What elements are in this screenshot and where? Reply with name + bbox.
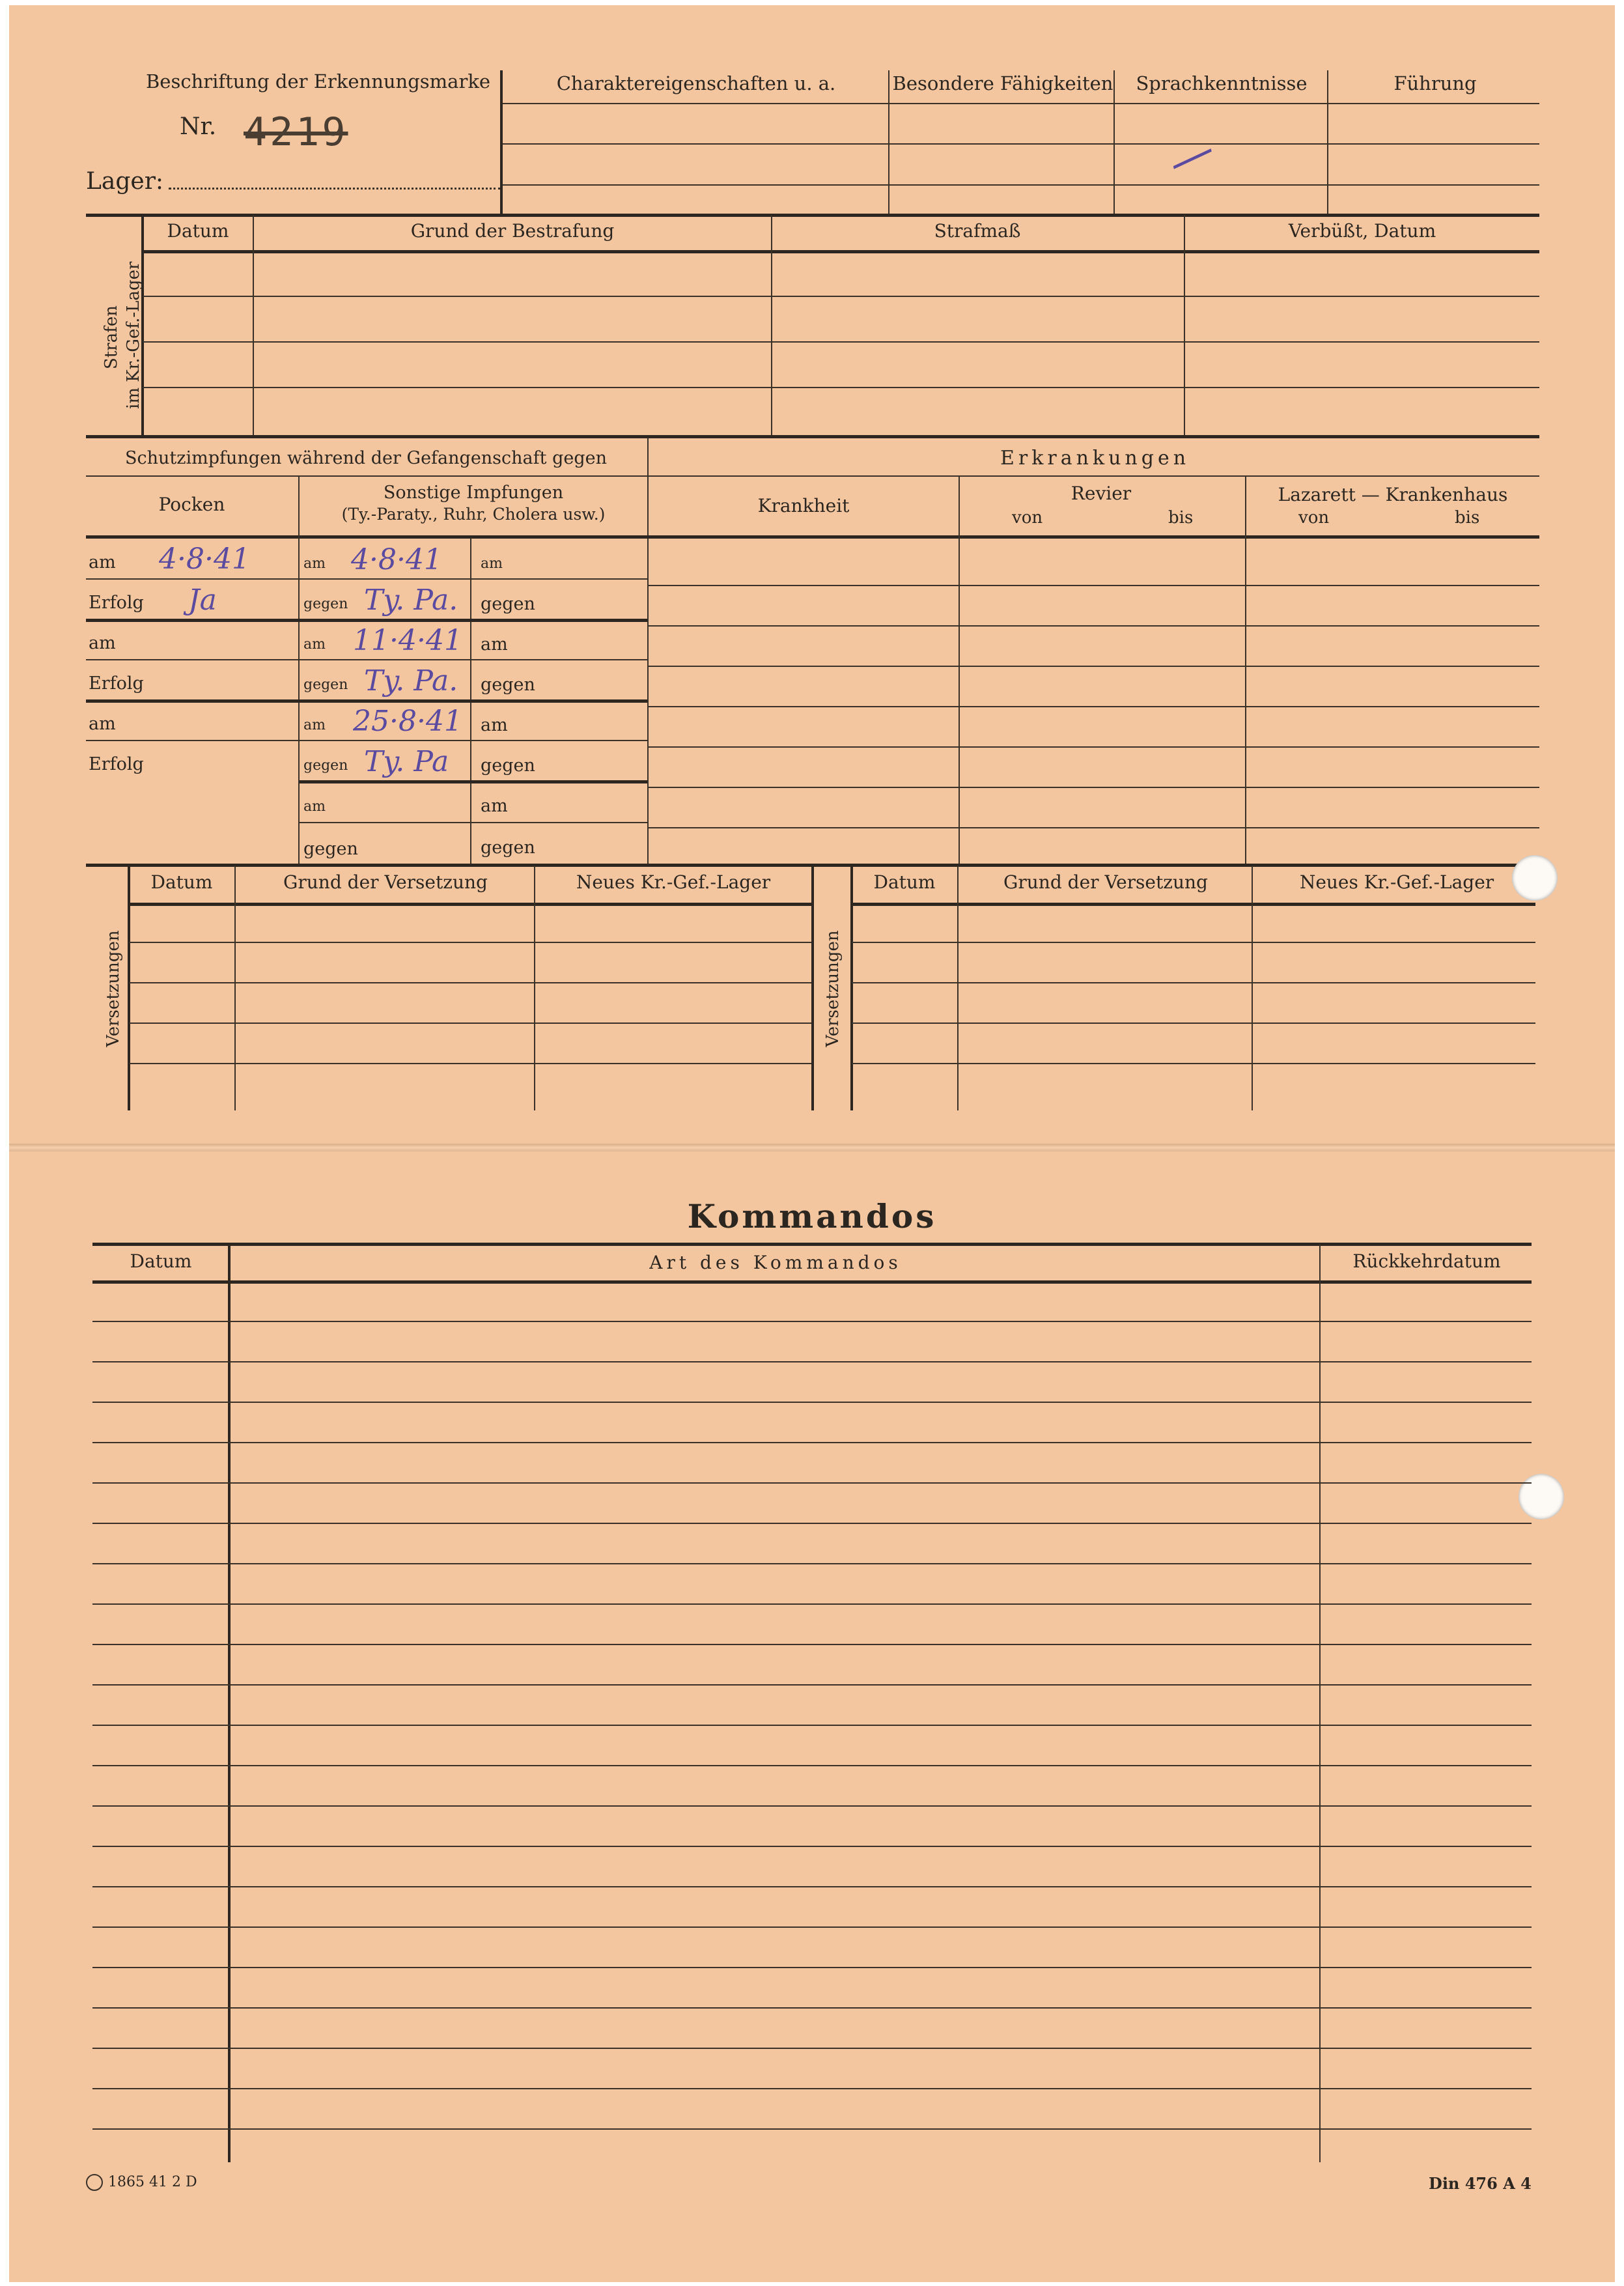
paper-fold [9, 1144, 1615, 1151]
sonstige-r-am-3: am [481, 715, 508, 735]
impf-row-line [86, 659, 647, 660]
erk-row-line [649, 827, 1539, 828]
kommandos-row-line [92, 1603, 1532, 1605]
strafen-col-line [1184, 215, 1185, 436]
kommandos-top-rule [92, 1243, 1532, 1246]
vers-right-header-line [852, 903, 1535, 906]
kommandos-header-line [92, 1280, 1532, 1284]
punch-hole-bottom [1519, 1474, 1564, 1519]
impf-row-line [86, 578, 647, 580]
col-sonstige-1: Sonstige Impfungen [383, 483, 564, 503]
erk-row-line [649, 787, 1539, 788]
punch-hole-top [1512, 855, 1558, 901]
strafen-side-label-2: im Kr.-Gef.-Lager [124, 261, 143, 409]
erk-row-line [649, 706, 1539, 707]
sonstige-am-3: am [303, 717, 326, 733]
revier-bis: bis [1168, 508, 1194, 528]
header-row-line [503, 143, 1539, 145]
vers-left-row [129, 1023, 811, 1024]
col-krankheit: Krankheit [757, 495, 850, 516]
impf-title-line [86, 475, 1539, 477]
kommandos-row-line [92, 1684, 1532, 1686]
vers-middle-divider [811, 866, 814, 1110]
impf-col-line [298, 477, 300, 865]
header-row-line [503, 103, 1539, 104]
pocken-erfolg-3: Erfolg [89, 754, 144, 774]
impf-erk-divider [647, 438, 649, 865]
nr-value: 4219 [244, 109, 348, 155]
impf-title: Schutzimpfungen während der Gefangenschaft gegen [125, 448, 607, 468]
vers-left-col-datum: Datum [150, 871, 213, 893]
lager-label: Lager: [86, 168, 164, 195]
versetzungen-side-label-right: Versetzungen [823, 930, 843, 1047]
kommandos-col-line [228, 1244, 231, 2162]
impf-row-line [300, 780, 647, 783]
strafen-col-datum: Datum [167, 220, 229, 242]
vers-left-col-lager: Neues Kr.-Gef.-Lager [576, 871, 771, 893]
sonstige-r-gegen-3: gegen [481, 755, 535, 776]
form-sheet [9, 5, 1615, 2282]
printer-mark [86, 2174, 197, 2191]
strafen-row-line [143, 387, 1539, 388]
kommandos-row-line [92, 1846, 1532, 1847]
strafen-col-line [771, 215, 772, 436]
kommandos-row-line [92, 1765, 1532, 1766]
vers-right-row [852, 942, 1535, 943]
kommandos-row-line [92, 1321, 1532, 1322]
strafen-row-line [143, 296, 1539, 297]
sonstige-gegen-4: gegen [303, 839, 358, 859]
strafen-col-strafmass: Strafmaß [934, 220, 1021, 242]
kommandos-row-line [92, 1523, 1532, 1524]
vers-right-row [852, 982, 1535, 983]
sonstige-r-am-4: am [481, 796, 508, 816]
col-fuehrung: Führung [1393, 72, 1477, 94]
vers-right-col-datum: Datum [873, 871, 936, 893]
header-divider [500, 70, 503, 214]
strafen-side-divider [141, 215, 144, 436]
erk-row-line [649, 666, 1539, 667]
vers-right-col-line [1252, 866, 1253, 1110]
kommandos-row-line [92, 1442, 1532, 1443]
strafen-row-line [143, 341, 1539, 343]
vers-right-row [852, 1063, 1535, 1064]
kommandos-row-line [92, 2128, 1532, 2130]
kommandos-row-line [92, 2088, 1532, 2089]
pocken-erfolg-1: Erfolg [89, 593, 144, 613]
lazarett-von: von [1298, 508, 1330, 528]
strafen-col-grund: Grund der Bestrafung [410, 220, 615, 242]
col-sprachkenntnisse: Sprachkenntnisse [1136, 72, 1308, 94]
sonstige-r-am-1: am [481, 556, 503, 572]
sonstige-am-3-value: 25·8·41 [353, 705, 462, 738]
impf-row-line [300, 822, 647, 823]
kommandos-row-line [92, 1482, 1532, 1484]
impf-row-line [86, 699, 647, 703]
lager-dotted-line [169, 188, 501, 190]
versetzungen-side-label-left: Versetzungen [104, 930, 123, 1047]
kommandos-col-datum: Datum [130, 1250, 192, 1272]
kommandos-col-art: Art des Kommandos [649, 1252, 902, 1273]
vers-left-row [129, 1063, 811, 1064]
sonstige-r-gegen-1: gegen [481, 594, 535, 614]
strafen-col-line [253, 215, 254, 436]
impf-top-rule [86, 435, 1539, 438]
vers-right-col-lager: Neues Kr.-Gef.-Lager [1299, 871, 1494, 893]
pocken-am-2: am [89, 633, 116, 653]
erk-col-line [959, 477, 960, 865]
printer-mark-text: 1865 41 2 D [108, 2174, 197, 2190]
strafen-top-rule [86, 214, 1539, 217]
sonstige-am-2: am [303, 636, 326, 653]
col-revier: Revier [1071, 483, 1132, 504]
col-faehigkeiten: Besondere Fähigkeiten [892, 72, 1113, 94]
pocken-am-1-value: 4·8·41 [159, 543, 250, 576]
strafen-header-line [143, 250, 1539, 253]
beschriftung-label: Beschriftung der Erkennungsmarke [146, 70, 491, 92]
pocken-erfolg-2: Erfolg [89, 673, 144, 694]
impf-row-line [86, 740, 647, 741]
erk-row-line [649, 625, 1539, 627]
vers-right-col-grund: Grund der Versetzung [1003, 871, 1208, 893]
sonstige-gegen-2: gegen [303, 677, 348, 693]
sonstige-r-gegen-2: gegen [481, 675, 535, 695]
kommandos-row-line [92, 1563, 1532, 1564]
sonstige-am-1: am [303, 556, 326, 572]
nr-label: Nr. [180, 113, 217, 140]
sonstige-am-4: am [303, 798, 326, 815]
kommandos-row-line [92, 2048, 1532, 2049]
kommandos-row-line [92, 1926, 1532, 1928]
header-col-line [888, 70, 889, 214]
strafen-side-label-1: Strafen [102, 305, 121, 369]
sonstige-r-gegen-4: gegen [481, 838, 535, 858]
vers-right-col-line [957, 866, 959, 1110]
vers-right-row [852, 1023, 1535, 1024]
kommandos-row-line [92, 1725, 1532, 1726]
kommandos-row-line [92, 1402, 1532, 1403]
revier-von: von [1012, 508, 1043, 528]
col-charakter: Charaktereigenschaften u. a. [556, 72, 836, 94]
printer-logo-icon [86, 2174, 103, 2191]
sonstige-gegen-1-value: Ty. Pa. [364, 584, 458, 617]
erk-col-line [1245, 477, 1246, 865]
col-sonstige-2: (Ty.-Paraty., Ruhr, Cholera usw.) [341, 505, 606, 524]
din-mark: Din 476 A 4 [1429, 2174, 1532, 2193]
kommandos-row-line [92, 2007, 1532, 2009]
kommandos-title: Kommandos [687, 1197, 937, 1235]
kommandos-row-line [92, 1805, 1532, 1807]
erkrankungen-title: Erkrankungen [1000, 447, 1190, 470]
sonstige-r-am-2: am [481, 634, 508, 655]
header-col-line [1327, 70, 1328, 214]
vers-left-row [129, 942, 811, 943]
kommandos-col-line [1319, 1244, 1321, 2162]
col-pocken: Pocken [158, 494, 225, 515]
col-lazarett: Lazarett — Krankenhaus [1278, 484, 1508, 505]
sonstige-am-1-value: 4·8·41 [351, 543, 442, 576]
erk-row-line [649, 746, 1539, 748]
sonstige-am-2-value: 11·4·41 [353, 624, 462, 657]
impf-row-line [86, 619, 647, 622]
sonstige-gegen-3-value: Ty. Pa [364, 745, 449, 778]
vers-left-header-line [129, 903, 811, 906]
header-row-line [503, 184, 1539, 186]
sprachkenntnisse-mark: — [1158, 122, 1224, 190]
kommandos-col-rueckkehr: Rückkehrdatum [1352, 1250, 1501, 1272]
vers-left-col-grund: Grund der Versetzung [283, 871, 488, 893]
kommandos-row-line [92, 1361, 1532, 1362]
pocken-am-3: am [89, 714, 116, 734]
vers-left-col-line [234, 866, 236, 1110]
kommandos-row-line [92, 1886, 1532, 1887]
kommandos-row-line [92, 1644, 1532, 1645]
strafen-col-verbuesst: Verbüßt, Datum [1288, 220, 1436, 242]
impf-header-line [86, 535, 1539, 539]
sonstige-gegen-1: gegen [303, 596, 348, 612]
header-col-line [1113, 70, 1115, 214]
sonstige-gegen-3: gegen [303, 757, 348, 774]
pocken-am-1: am [89, 552, 116, 572]
vers-left-row [129, 982, 811, 983]
lazarett-bis: bis [1455, 508, 1480, 528]
pocken-erfolg-1-value: Ja [188, 584, 217, 617]
erk-row-line [649, 585, 1539, 586]
sonstige-gegen-2-value: Ty. Pa. [364, 664, 458, 698]
kommandos-row-line [92, 1967, 1532, 1968]
vers-left-col-line [534, 866, 535, 1110]
